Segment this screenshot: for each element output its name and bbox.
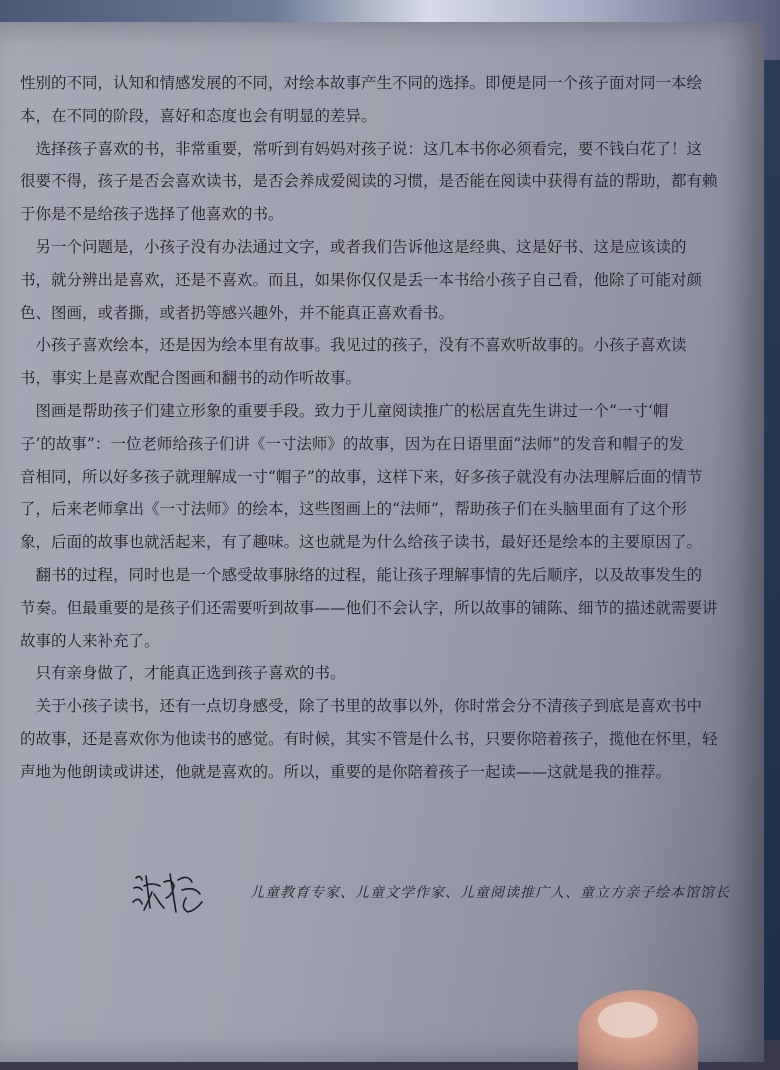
thumbnail bbox=[598, 1002, 658, 1038]
paragraph bbox=[20, 395, 760, 559]
text-line: 子’的故事”：一位老师给孩子们讲《一寸法师》的故事，因为在日语里面“法师”的发音和帽子的发 bbox=[20, 434, 685, 453]
text-line: 关于小孩子读书，还有一点切身感受，除了书里的故事以外，你时常会分不清孩子到底是喜欢书中 bbox=[20, 697, 703, 716]
author-title: 儿童教育专家、儿童文学作家、儿童阅读推广人、童立方亲子绘本馆馆长 bbox=[250, 885, 730, 901]
text-line: 节奏。但最重要的是孩子们还需要听到故事——他们不会认字，所以故事的铺陈、细节的描述就需要讲 bbox=[20, 598, 718, 617]
text-line: 音相同，所以好多孩子就理解成一寸“帽子”的故事，这样下来，好多孩子就没有办法理解后面的情节 bbox=[20, 467, 703, 486]
text-line: 很要不得，孩子是否会喜欢读书，是否会养成爱阅读的习惯，是否能在阅读中获得有益的帮助，都有赖 bbox=[20, 172, 718, 191]
text-line: 只有亲身做了，才能真正选到孩子喜欢的书。 bbox=[20, 664, 346, 683]
text-line: 小孩子喜欢绘本，还是因为绘本里有故事。我见过的孩子，没有不喜欢听故事的。小孩子喜欢读 bbox=[20, 336, 687, 355]
paragraph bbox=[20, 559, 760, 657]
text-line: 性别的不同，认知和情感发展的不同，对绘本故事产生不同的选择。即便是同一个孩子面对同一本绘 bbox=[20, 74, 703, 92]
text-line: 另一个问题是，小孩子没有办法通过文字，或者我们告诉他这是经典、这是好书、这是应该读的 bbox=[20, 237, 687, 256]
paragraph bbox=[20, 231, 760, 329]
text-line: 选择孩子喜欢的书，非常重要，常听到有妈妈对孩子说：这几本书你必须看完，要不钱白花了！这 bbox=[20, 139, 703, 158]
text-line: 本，在不同的阶段，喜好和态度也会有明显的差异。 bbox=[20, 106, 377, 125]
paragraph bbox=[20, 133, 760, 231]
text-line: 翻书的过程，同时也是一个感受故事脉络的过程，能让孩子理解事情的先后顺序，以及故事发生的 bbox=[20, 565, 703, 584]
author-signature-row bbox=[100, 872, 780, 932]
paragraph bbox=[20, 67, 760, 133]
handwritten-signature bbox=[130, 868, 208, 916]
text-line: 故事的人来补充了。 bbox=[20, 631, 160, 650]
text-line: 象，后面的故事也就活起来，有了趣味。这也就是为什么给孩子读书，最好还是绘本的主要原因了。 bbox=[20, 533, 703, 552]
paragraph bbox=[20, 690, 760, 788]
text-line: 书，事实上是喜欢配合图画和翻书的动作听故事。 bbox=[20, 369, 362, 388]
text-line: 色、图画，或者撕，或者扔等感兴趣外，并不能真正喜欢看书。 bbox=[20, 303, 455, 322]
text-line: 书，就分辨出是喜欢，还是不喜欢。而且，如果你仅仅是丢一本书给小孩子自己看，他除了可能对颜 bbox=[20, 270, 703, 289]
text-line: 于你是不是给孩子选择了他喜欢的书。 bbox=[20, 205, 284, 224]
body-text bbox=[20, 67, 760, 789]
text-line: 图画是帮助孩子们建立形象的重要手段。致力于儿童阅读推广的松居直先生讲过一个“一寸‘帽 bbox=[20, 401, 669, 420]
text-line: 的故事，还是喜欢你为他读书的感觉。有时候，其实不管是什么书，只要你陪着孩子，揽他在怀里，轻 bbox=[20, 729, 718, 748]
text-line: 了，后来老师拿出《一寸法师》的绘本，这些图画上的“法师”，帮助孩子们在头脑里面有了这个形 bbox=[20, 500, 687, 519]
paragraph bbox=[20, 329, 760, 395]
paragraph bbox=[20, 657, 760, 690]
text-line: 声地为他朗读或讲述，他就是喜欢的。所以，重要的是你陪着孩子一起读——这就是我的推荐。 bbox=[20, 762, 672, 781]
